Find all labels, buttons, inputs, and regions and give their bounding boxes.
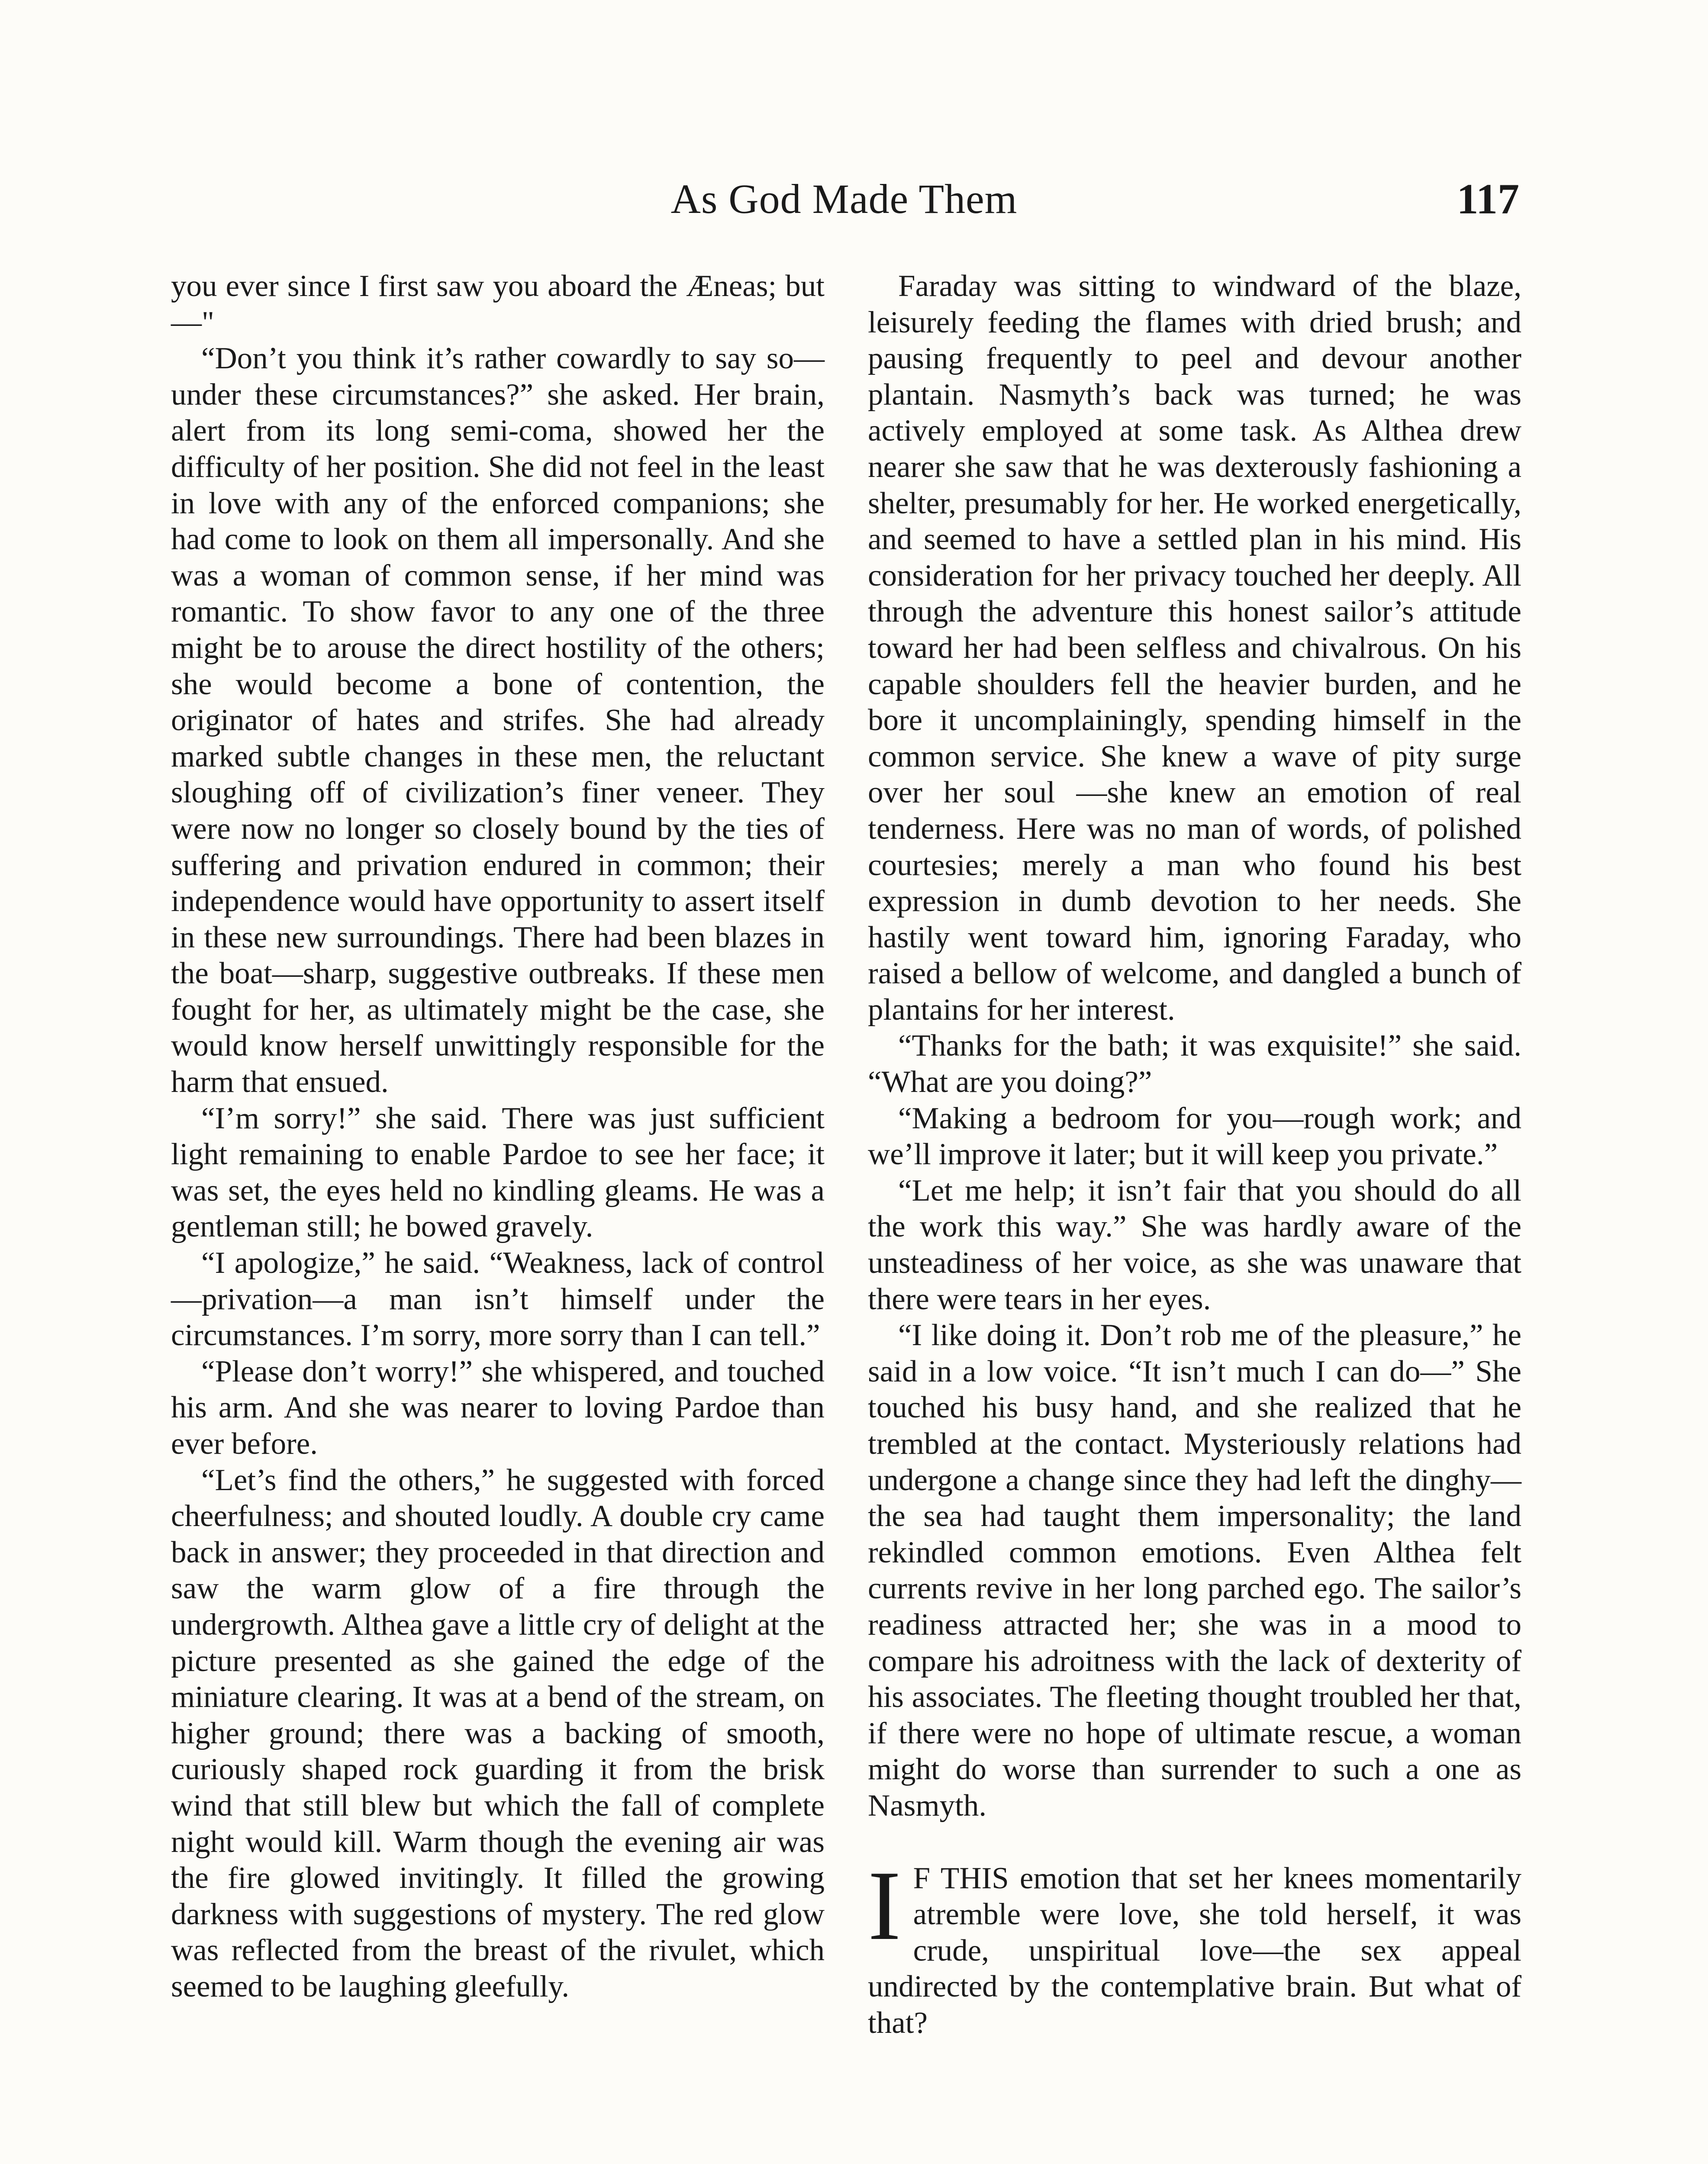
drop-cap: I [868, 1850, 901, 1961]
paragraph: “Let me help; it isn’t fair that you should do all the work this way.” She was hardly aware of the unsteadiness of her voice, as she was unaware that there were tears in her eyes. [868, 1173, 1521, 1316]
section-opening-text: F THIS emotion that set her knees momentarily atremble were love, she told herself, it was crude, unspiritual love—the sex appeal undirected by the contemplative brain. But what of that? [868, 1861, 1521, 2040]
paragraph: “Making a bedroom for you—rough work; and we’ll improve it later; but it will keep you private.” [868, 1101, 1521, 1172]
paragraph: Faraday was sitting to windward of the blaze, leisurely feeding the flames with dried brush; and pausing frequently to peel and devour another plantain. Nasmyth’s back was turned; he was actively employed at some task. As Althea drew nearer she saw that he was dexterously fashioning a shelter, presumably for her. He worked energetically, and seemed to have a settled plan in his mind. His consideration for her privacy touched her deeply. All through the adventure this honest sailor’s attitude toward her had been selfless and chivalrous. On his capable shoulders fell the heavier burden, and he bore it uncomplainingly, spending himself in the common service. She knew a wave of pity surge over her soul —she knew an emotion of real tenderness. Here was no man of words, of polished courtesies; merely a man who found his best expression in dumb devotion to her needs. She hastily went toward him, ignoring Faraday, who raised a bellow of welcome, and dangled a bunch of plantains for her interest. [868, 269, 1521, 1027]
paragraph: “I like doing it. Don’t rob me of the pleasure,” he said in a low voice. “It isn’t much I can do—” She touched his busy hand, and she realized that he trembled at the contact. Mysteriously relations had undergone a change since they had left the dinghy—the sea had taught them impersonality; the land rekindled common emotions. Even Althea felt currents revive in her long parched ego. The sailor’s readiness attracted her; she was in a mood to compare his adroitness with the lack of dexterity of his associates. The fleeting thought troubled her that, if there were no hope of ultimate rescue, a woman might do worse than surrender to such a one as Nasmyth. [868, 1318, 1521, 1823]
paragraph: “I apologize,” he said. “Weakness, lack of control—privation—a man isn’t himself under the circumstances. I’m sorry, more sorry than I can tell.” [171, 1246, 825, 1352]
paragraph: “Thanks for the bath; it was exquisite!” she said. “What are you doing?” [868, 1029, 1521, 1099]
page-header [169, 169, 1519, 242]
running-title: As God Made Them [670, 176, 1018, 222]
paragraph: you ever since I first saw you aboard the Æneas; but—" [171, 269, 825, 339]
paragraph: “Don’t you think it’s rather cowardly to say so—under these circumstances?” she asked. Her brain, alert from its long semi-coma, showed her the difficulty of her position. She did not feel in the least in love with any of the enforced companions; she had come to look on them all impersonally. And she was a woman of common sense, if her mind was romantic. To show favor to any one of the three might be to arouse the direct hostility of the others; she would become a bone of contention, the originator of hates and strifes. She had already marked subtle changes in these men, the reluctant sloughing off of civilization’s finer veneer. They were now no longer so closely bound by the ties of suffering and privation endured in common; their independence would have opportunity to assert itself in these new surroundings. There had been blazes in the boat—sharp, suggestive outbreaks. If these men fought for her, as ultimately might be the case, she would know herself unwittingly responsible for the harm that ensued. [171, 341, 825, 1099]
paragraph: “Please don’t worry!” she whispered, and touched his arm. And she was nearer to loving Pardoe than ever before. [171, 1354, 825, 1461]
section-opening-paragraph [868, 1850, 1521, 2042]
left-column [171, 268, 825, 2005]
paragraph: “Let’s find the others,” he suggested with forced cheerfulness; and shouted loudly. A double cry came back in answer; they proceeded in that direction and saw the warm glow of a fire through the undergrowth. Althea gave a little cry of delight at the picture presented as she gained the edge of the miniature clearing. It was at a bend of the stream, on higher ground; there was a backing of smooth, curiously shaped rock guarding it from the brisk wind that still blew but which the fall of complete night would kill. Warm though the evening air was the fire glowed invitingly. It filled the growing darkness with suggestions of mystery. The red glow was reflected from the breast of the rivulet, which seemed to be laughing gleefully. [171, 1463, 825, 2003]
paragraph: “I’m sorry!” she said. There was just sufficient light remaining to enable Pardoe to see her face; it was set, the eyes held no kindling gleams. He was a gentleman still; he bowed gravely. [171, 1101, 825, 1244]
page-number: 117 [1457, 175, 1519, 223]
right-column [868, 268, 1521, 2042]
